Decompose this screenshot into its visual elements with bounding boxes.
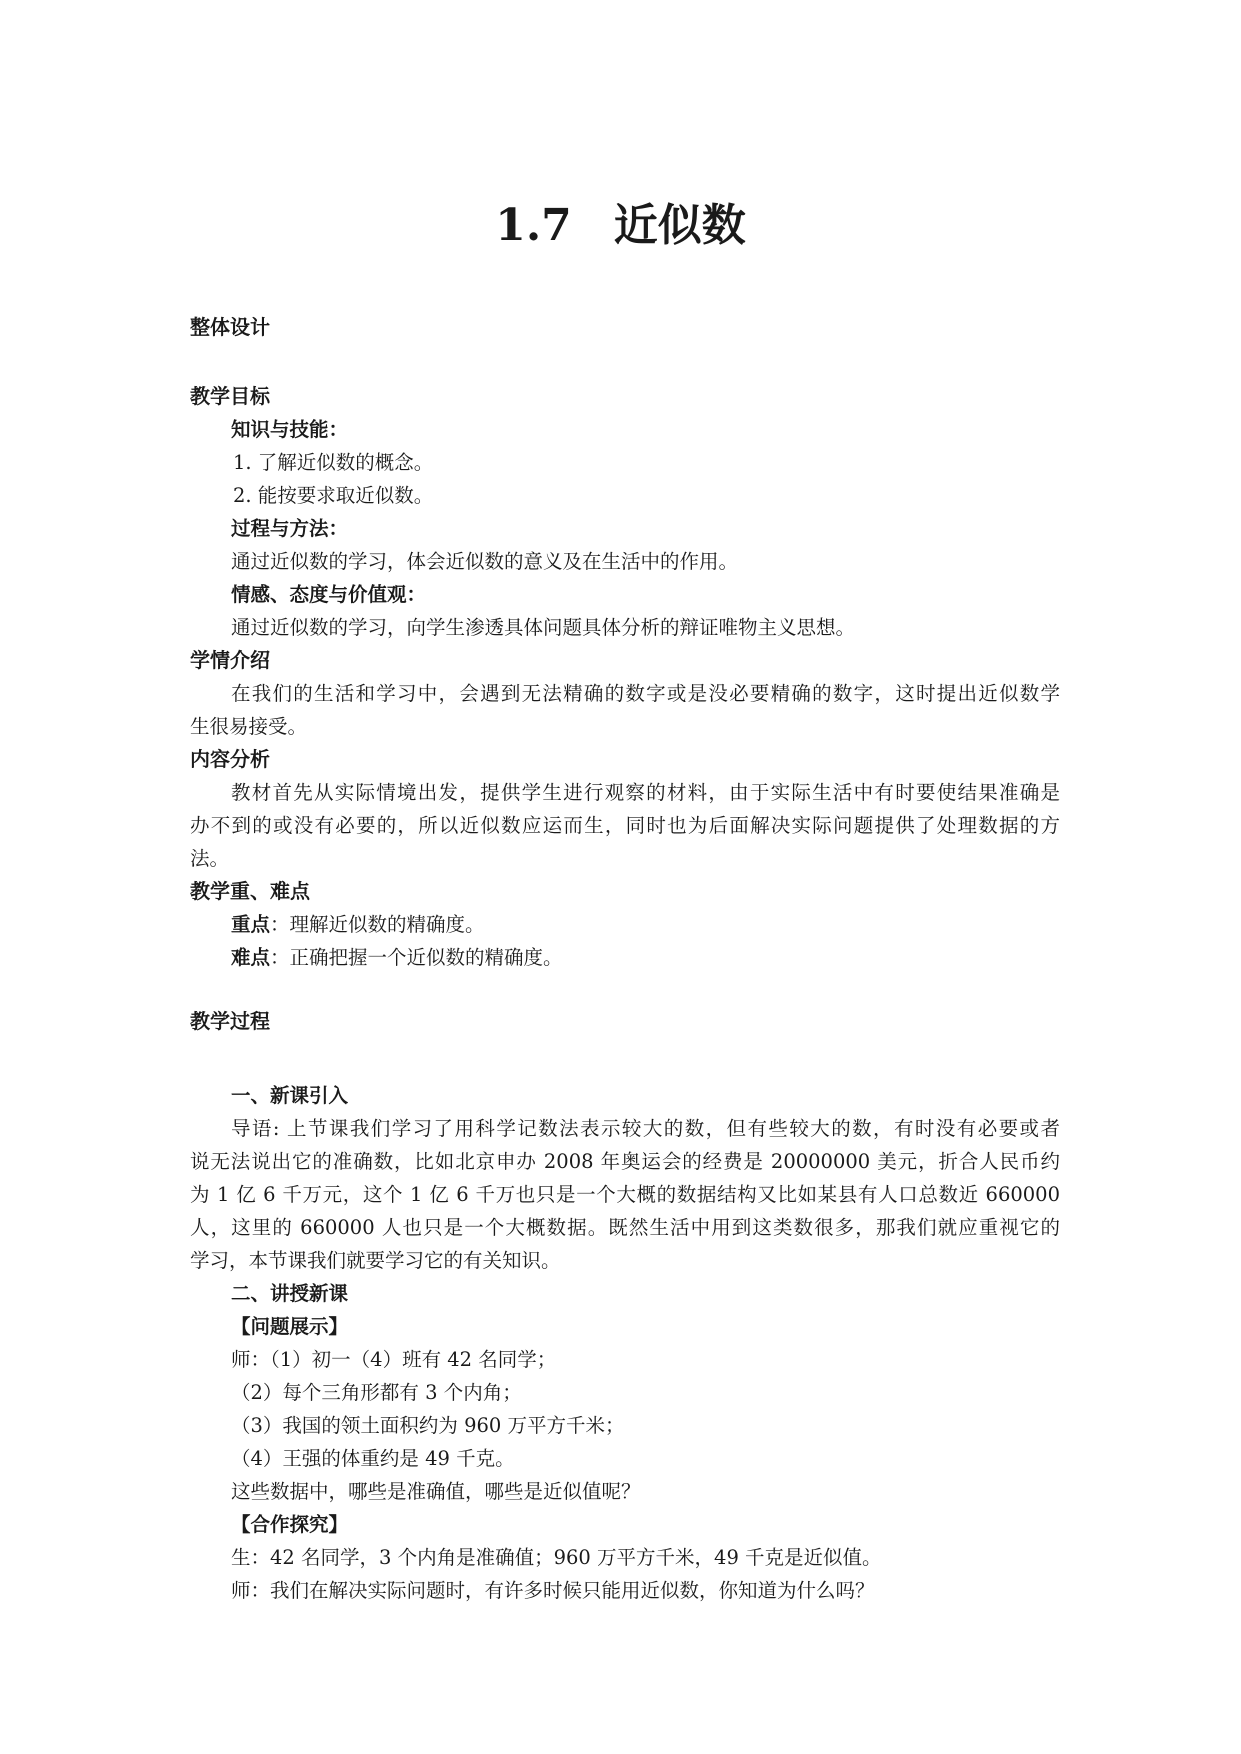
- problem-line: 师：（1）初一（4）班有 42 名同学；: [231, 1348, 557, 1371]
- emotion-values-text: 通过近似数的学习，向学生渗透具体问题具体分析的辩证唯物主义思想。: [231, 616, 856, 639]
- teaching-goals-heading: 教学目标: [190, 384, 270, 408]
- lecture-heading: 二、讲授新课: [231, 1282, 349, 1305]
- content-analysis-heading: 内容分析: [190, 747, 270, 771]
- focus-point: [231, 908, 1060, 941]
- focus-label: 重点: [231, 913, 271, 936]
- process-method-heading: 过程与方法：: [231, 517, 349, 540]
- knowledge-item: 2. 能按要求取近似数。: [233, 484, 434, 507]
- problem-line: （4）王强的体重约是 49 千克。: [231, 1447, 515, 1470]
- knowledge-skills-heading: 知识与技能：: [231, 418, 349, 441]
- intro-line: 学习，本节课我们就要学习它的有关知识。: [190, 1249, 561, 1272]
- problem-line: （3）我国的领土面积约为 960 万平方千米；: [231, 1414, 625, 1437]
- intro-line: 人，这里的 660000 人也只是一个大概数据。既然生活中用到这类数很多，那我们就应重视它的: [190, 1216, 1060, 1239]
- key-points-heading: 教学重、难点: [190, 879, 310, 903]
- difficulty-text: ：正确把握一个近似数的精确度。: [270, 946, 563, 969]
- overall-design-heading: 整体设计: [190, 315, 270, 339]
- knowledge-item: 1. 了解近似数的概念。: [233, 451, 434, 474]
- cooperation-line: 生：42 名同学，3 个内角是准确值；960 万平方千米，49 千克是近似值。: [231, 1546, 882, 1569]
- process-method-text: 通过近似数的学习，体会近似数的意义及在生活中的作用。: [231, 550, 739, 573]
- intro-line: 说无法说出它的准确数，比如北京申办 2008 年奥运会的经费是 20000000 美元，折合人民币约: [190, 1150, 1060, 1173]
- title-text: 近似数: [613, 200, 746, 251]
- intro-line: 为 1 亿 6 千万元，这个 1 亿 6 千万也只是一个大概的数据结构又比如某县有人口总数近 660000: [190, 1183, 1060, 1206]
- focus-text: ：理解近似数的精确度。: [270, 913, 485, 936]
- problem-line: 这些数据中，哪些是准确值，哪些是近似值呢？: [231, 1480, 641, 1503]
- page-title: [0, 196, 1241, 256]
- intro-heading: 一、新课引入: [231, 1084, 349, 1107]
- problem-display-heading: 【问题展示】: [231, 1315, 349, 1338]
- cooperation-line: 师：我们在解决实际问题时，有许多时候只能用近似数，你知道为什么吗？: [231, 1579, 875, 1602]
- difficulty-label: 难点: [231, 946, 271, 969]
- content-analysis-line: 法。: [190, 847, 230, 870]
- problem-line: （2）每个三角形都有 3 个内角；: [231, 1381, 522, 1404]
- content-analysis-line: 教材首先从实际情境出发，提供学生进行观察的材料，由于实际生活中有时要使结果准确是: [231, 781, 1060, 804]
- difficulty-point: [231, 941, 1060, 974]
- intro-line: 导语: 上节课我们学习了用科学记数法表示较大的数，但有些较大的数，有时没有必要或者: [231, 1117, 1060, 1140]
- teaching-process-heading: 教学过程: [190, 1009, 270, 1033]
- content-analysis-line: 办不到的或没有必要的，所以近似数应运而生，同时也为后面解决实际问题提供了处理数据的方: [190, 814, 1060, 837]
- title-number: 1.7: [495, 200, 572, 251]
- student-info-line: 在我们的生活和学习中，会遇到无法精确的数字或是没必要精确的数字，这时提出近似数学: [231, 682, 1060, 705]
- emotion-values-heading: 情感、态度与价值观：: [231, 583, 427, 606]
- student-info-heading: 学情介绍: [190, 648, 270, 672]
- cooperation-heading: 【合作探究】: [231, 1513, 349, 1536]
- student-info-line: 生很易接受。: [190, 715, 308, 738]
